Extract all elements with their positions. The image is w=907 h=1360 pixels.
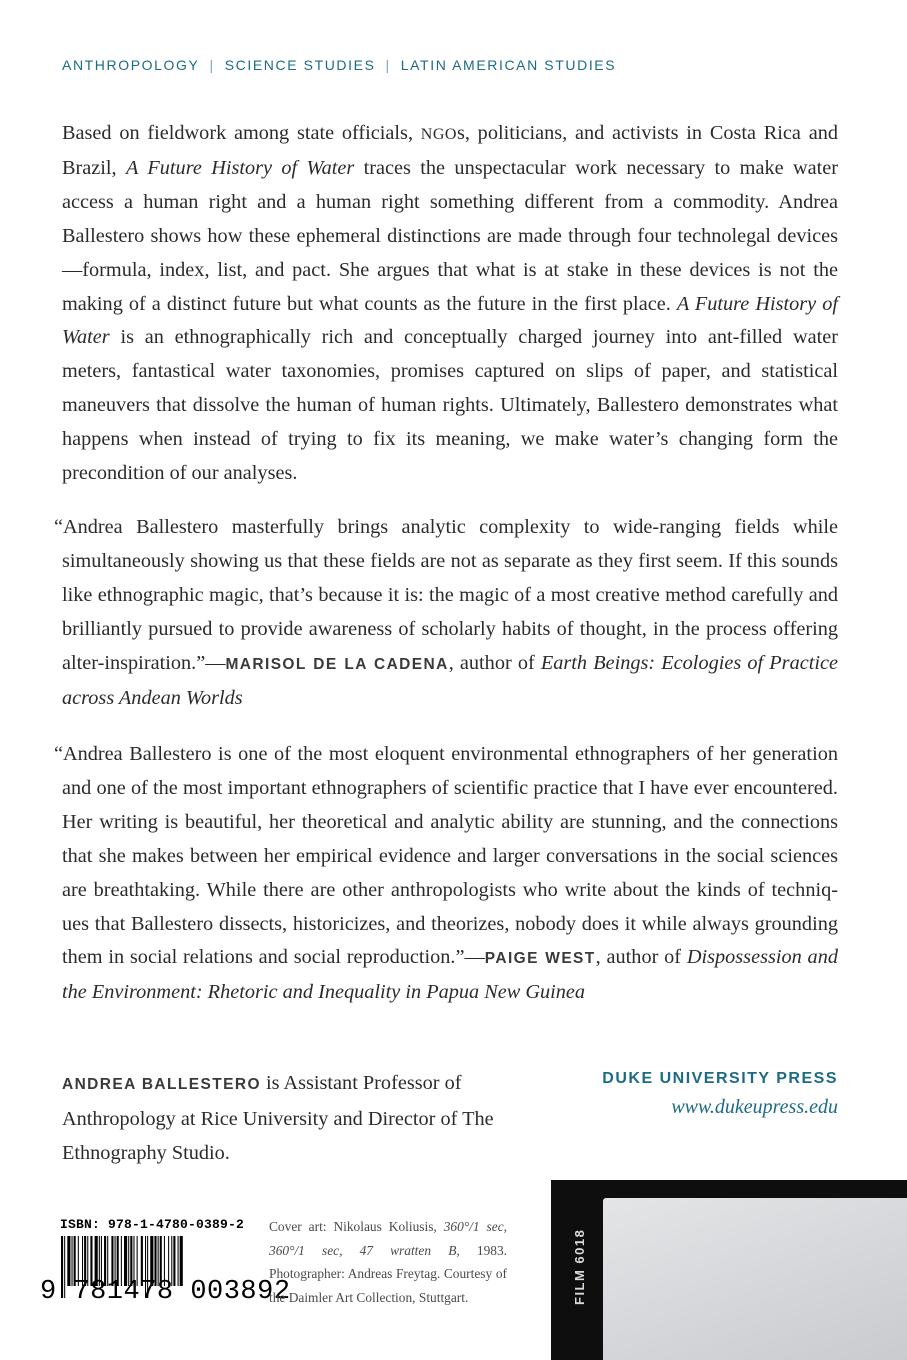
book-title: A Future History of Water <box>126 156 355 179</box>
blurb-west: “Andrea Ballestero is one of the most eloquent environmental ethnographers of her generation and one of the most important ethnographers of scientific practice that I have ever encountered. Her writing is beautiful, her theoretical and analytic ability are stunning, and the connections that she makes between her empirical evidence and larger conversations in the social sciences are breathtaking. While there are other anthropologists who write about the kinds of techniq-ues that Ballestero dissects, historicizes, and theorizes, nobody does it while always grounding them in social relations and social reproduction.”—PAIGE WEST, author of Dispossession and the Environment: Rhetoric and Inequality in Papua New Guinea <box>54 743 838 1004</box>
blurb-de-la-cadena: “Andrea Ballestero masterfully brings analytic complexity to wide-ranging fields while simultaneously showing us that these fields are not as separate as they first seem. If this sounds like ethnographic magic, that’s because it is: the magic of a most creative method carefully and brilliantly pursued to provide awareness of scholarly habits of thought, in the process offering alter-inspiration.”—MARISOL DE LA CADENA, author of Earth Beings: Ecologies of Practice across Andean Worlds <box>54 516 838 709</box>
book-title: A Future History of Water <box>62 292 838 349</box>
cover-photo <box>603 1198 907 1360</box>
film-label: FILM 6018 <box>572 1228 587 1305</box>
author-name: ANDREA BALLESTERO <box>62 1076 261 1093</box>
publisher-name: DUKE UNIVERSITY PRESS <box>602 1070 838 1087</box>
separator: | <box>209 57 215 73</box>
book-description: Based on fieldwork among state officials, NGOs, politicians, and activists in Costa Rica and Brazil, A Future History of Water traces the unspectacular work necessary to make water access a human right and a human right something different from a commodity. Andrea Ballestero shows how these ephemeral distinctions are made through four technolegal devices—formula, index, list, and pact. She argues that what is at stake in these devices is not the making of a distinct future but what counts as the future in the first place. A Future History of Water is an ethnographically rich and conceptually charged journey into ant-filled water meters, fantastical water taxonomies, promises captured on slips of paper, and statistical maneuvers that dissolve the human of human rights. Ultimately, Ballestero demonstrates what happens when instead of trying to fix its meaning, we make water’s changing form the precondition of our analyses. <box>62 122 838 485</box>
separator: | <box>385 57 391 73</box>
barcode-digits: 9 781478 003892 <box>40 1277 291 1307</box>
isbn-label: ISBN: 978-1-4780-0389-2 <box>60 1217 245 1232</box>
author-bio: ANDREA BALLESTERO is Assistant Professor of Anthropology at Rice University and Director of The Ethnography Studio. <box>62 1072 494 1164</box>
blurb-author-book: Dispossession and the Environment: Rhetoric and Inequality in Papua New Guinea <box>62 946 838 1004</box>
subject-categories <box>62 57 616 73</box>
subject-latin-american-studies: LATIN AMERICAN STUDIES <box>400 57 617 73</box>
subject-science-studies: SCIENCE STUDIES <box>224 57 376 73</box>
blurb-author: PAIGE WEST <box>484 950 596 968</box>
blurb-author-book: Earth Beings: Ecologies of Practice across Andean Worlds <box>62 651 838 709</box>
cover-art-credit: Cover art: Nikolaus Koliusis, 360°/1 sec, 360°/1 sec, 47 wratten B, 1983. Photographer: Andreas Freytag. Courtesy of the Daimler Art Collection, Stuttgart. <box>269 1219 507 1305</box>
subject-anthropology: ANTHROPOLOGY <box>62 57 200 73</box>
publisher-url[interactable]: www.dukeupress.edu <box>671 1096 838 1118</box>
artwork-title: 360°/1 sec, 360°/1 sec, 47 wratten B <box>269 1219 507 1258</box>
publisher-block <box>602 1070 838 1119</box>
blurb-author: MARISOL DE LA CADENA <box>225 655 449 673</box>
